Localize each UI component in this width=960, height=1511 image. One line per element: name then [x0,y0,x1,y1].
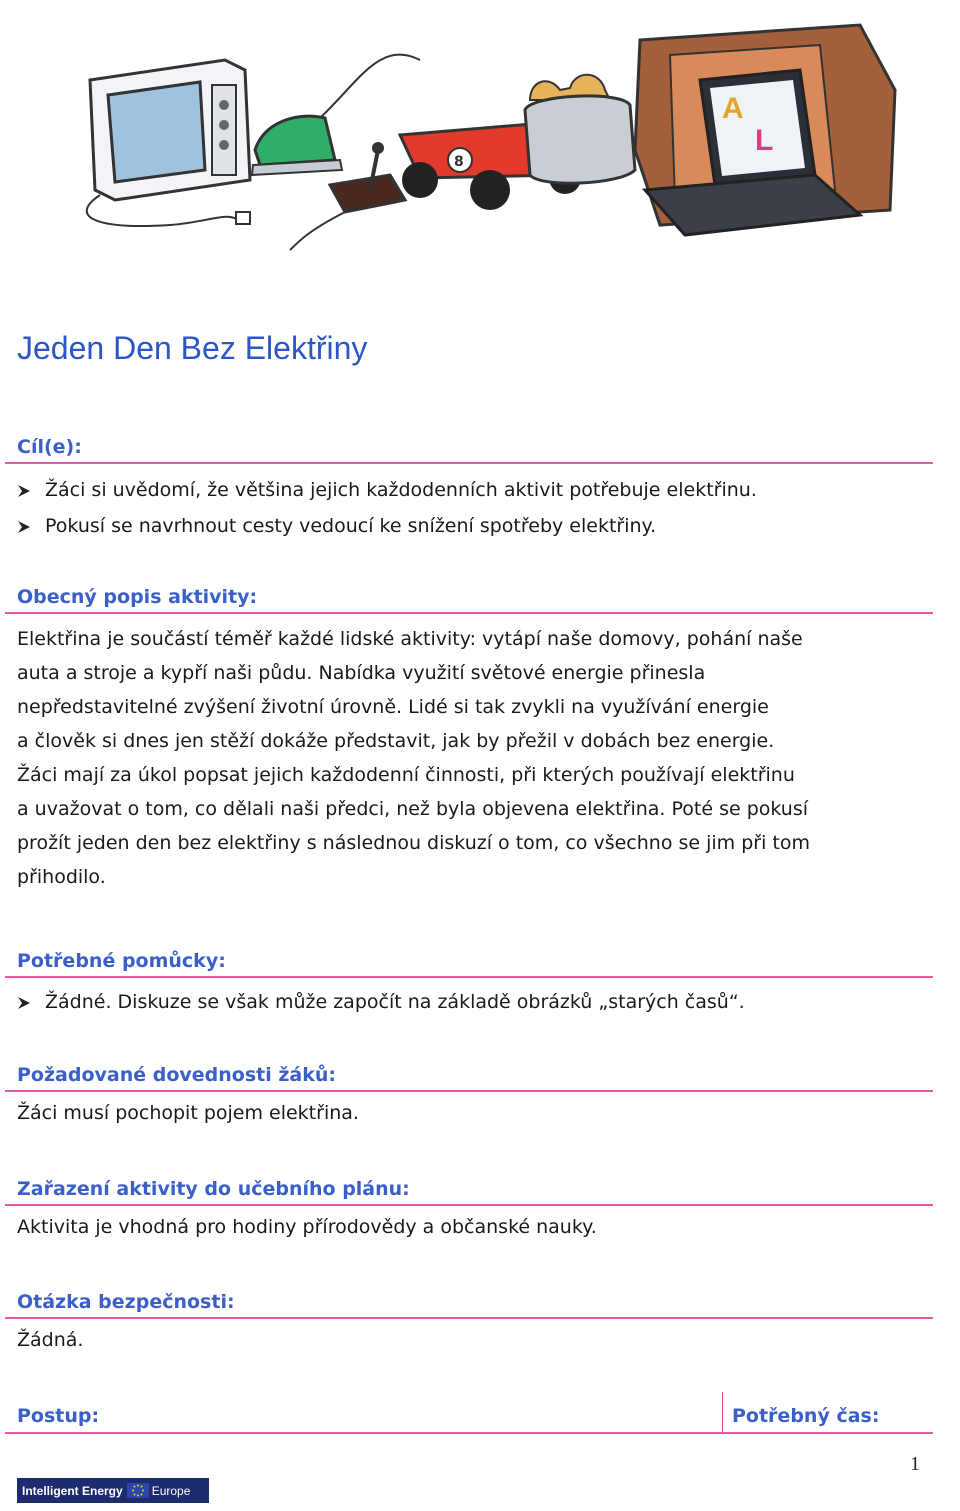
logo-region-text: Europe [151,1483,191,1498]
curriculum-heading: Zařazení aktivity do učebního plánu: [5,1178,933,1206]
page-title: Jeden Den Bez Elektřiny [17,330,368,366]
time-heading: Potřebný čas: [732,1405,880,1427]
microwave-icon [87,60,250,226]
description-line: a uvažovat o tom, co dělali naši předci, než byla objevena elektřina. Poté se pokusí [17,798,809,820]
logo-brand-text: Intelligent Energy [22,1483,123,1498]
goals-heading: Cíl(e): [5,436,933,464]
goal-item [17,508,933,544]
safety-section [17,1291,933,1357]
description-line: auta a stroje a kypří naši půdu. Nabídka využití světové energie přinesla [17,662,706,684]
description-heading: Obecný popis aktivity: [5,586,933,614]
curriculum-section [17,1178,933,1244]
safety-text: Žádná. [17,1329,84,1351]
page-number: 1 [910,1453,920,1475]
goals-section [17,436,933,544]
goal-text: Pokusí se navrhnout cesty vedoucí ke snížení spotřeby elektřiny. [45,515,657,537]
skills-section [17,1064,933,1130]
description-line: Žáci mají za úkol popsat jejich každodenní činnosti, při kterých používají elektřinu [17,764,795,786]
description-line: a člověk si dnes jen stěží dokáže představit, jak by přežil v dobách bez energie. [17,730,775,752]
eu-flag-icon [127,1483,149,1498]
description-line: přihodilo. [17,866,106,888]
description-line: nepředstavitelné zvýšení životní úrovně. Lidé si tak zvykli na využívání energie [17,696,769,718]
iron-icon [252,55,420,175]
materials-item [17,984,933,1020]
description-section [17,586,933,894]
goal-text: Žáci si uvědomí, že většina jejich každodenních aktivit potřebuje elektřinu. [45,479,757,501]
arrow-bullet-icon [17,996,31,1010]
arrow-bullet-icon [17,484,31,498]
description-line: Elektřina je součástí téměř každé lidské aktivity: vytápí naše domovy, pohání naše [17,628,803,650]
procedure-heading: Postup: [17,1405,100,1427]
appliances-illustration [60,0,920,260]
intelligent-energy-logo [17,1478,209,1503]
goal-item [17,472,933,508]
materials-text: Žádné. Diskuze se však může započít na základě obrázků „starých časů“. [45,991,745,1013]
toaster-icon [525,75,635,183]
curriculum-text: Aktivita je vhodná pro hodiny přírodovědy a občanské nauky. [17,1216,597,1238]
svg-text:L: L [755,124,774,157]
description-paragraph [17,622,933,894]
materials-heading: Potřebné pomůcky: [5,950,933,978]
procedure-header [5,1392,933,1434]
materials-section [17,950,933,1020]
safety-heading: Otázka bezpečnosti: [5,1291,933,1319]
svg-text:A: A [722,92,744,125]
arrow-bullet-icon [17,520,31,534]
skills-text: Žáci musí pochopit pojem elektřina. [17,1102,359,1124]
skills-heading: Požadované dovednosti žáků: [5,1064,933,1092]
description-line: prožít jeden den bez elektřiny s následnou diskuzí o tom, co všechno se jim při tom [17,832,810,854]
column-divider [722,1392,723,1432]
svg-text:8: 8 [454,154,464,170]
